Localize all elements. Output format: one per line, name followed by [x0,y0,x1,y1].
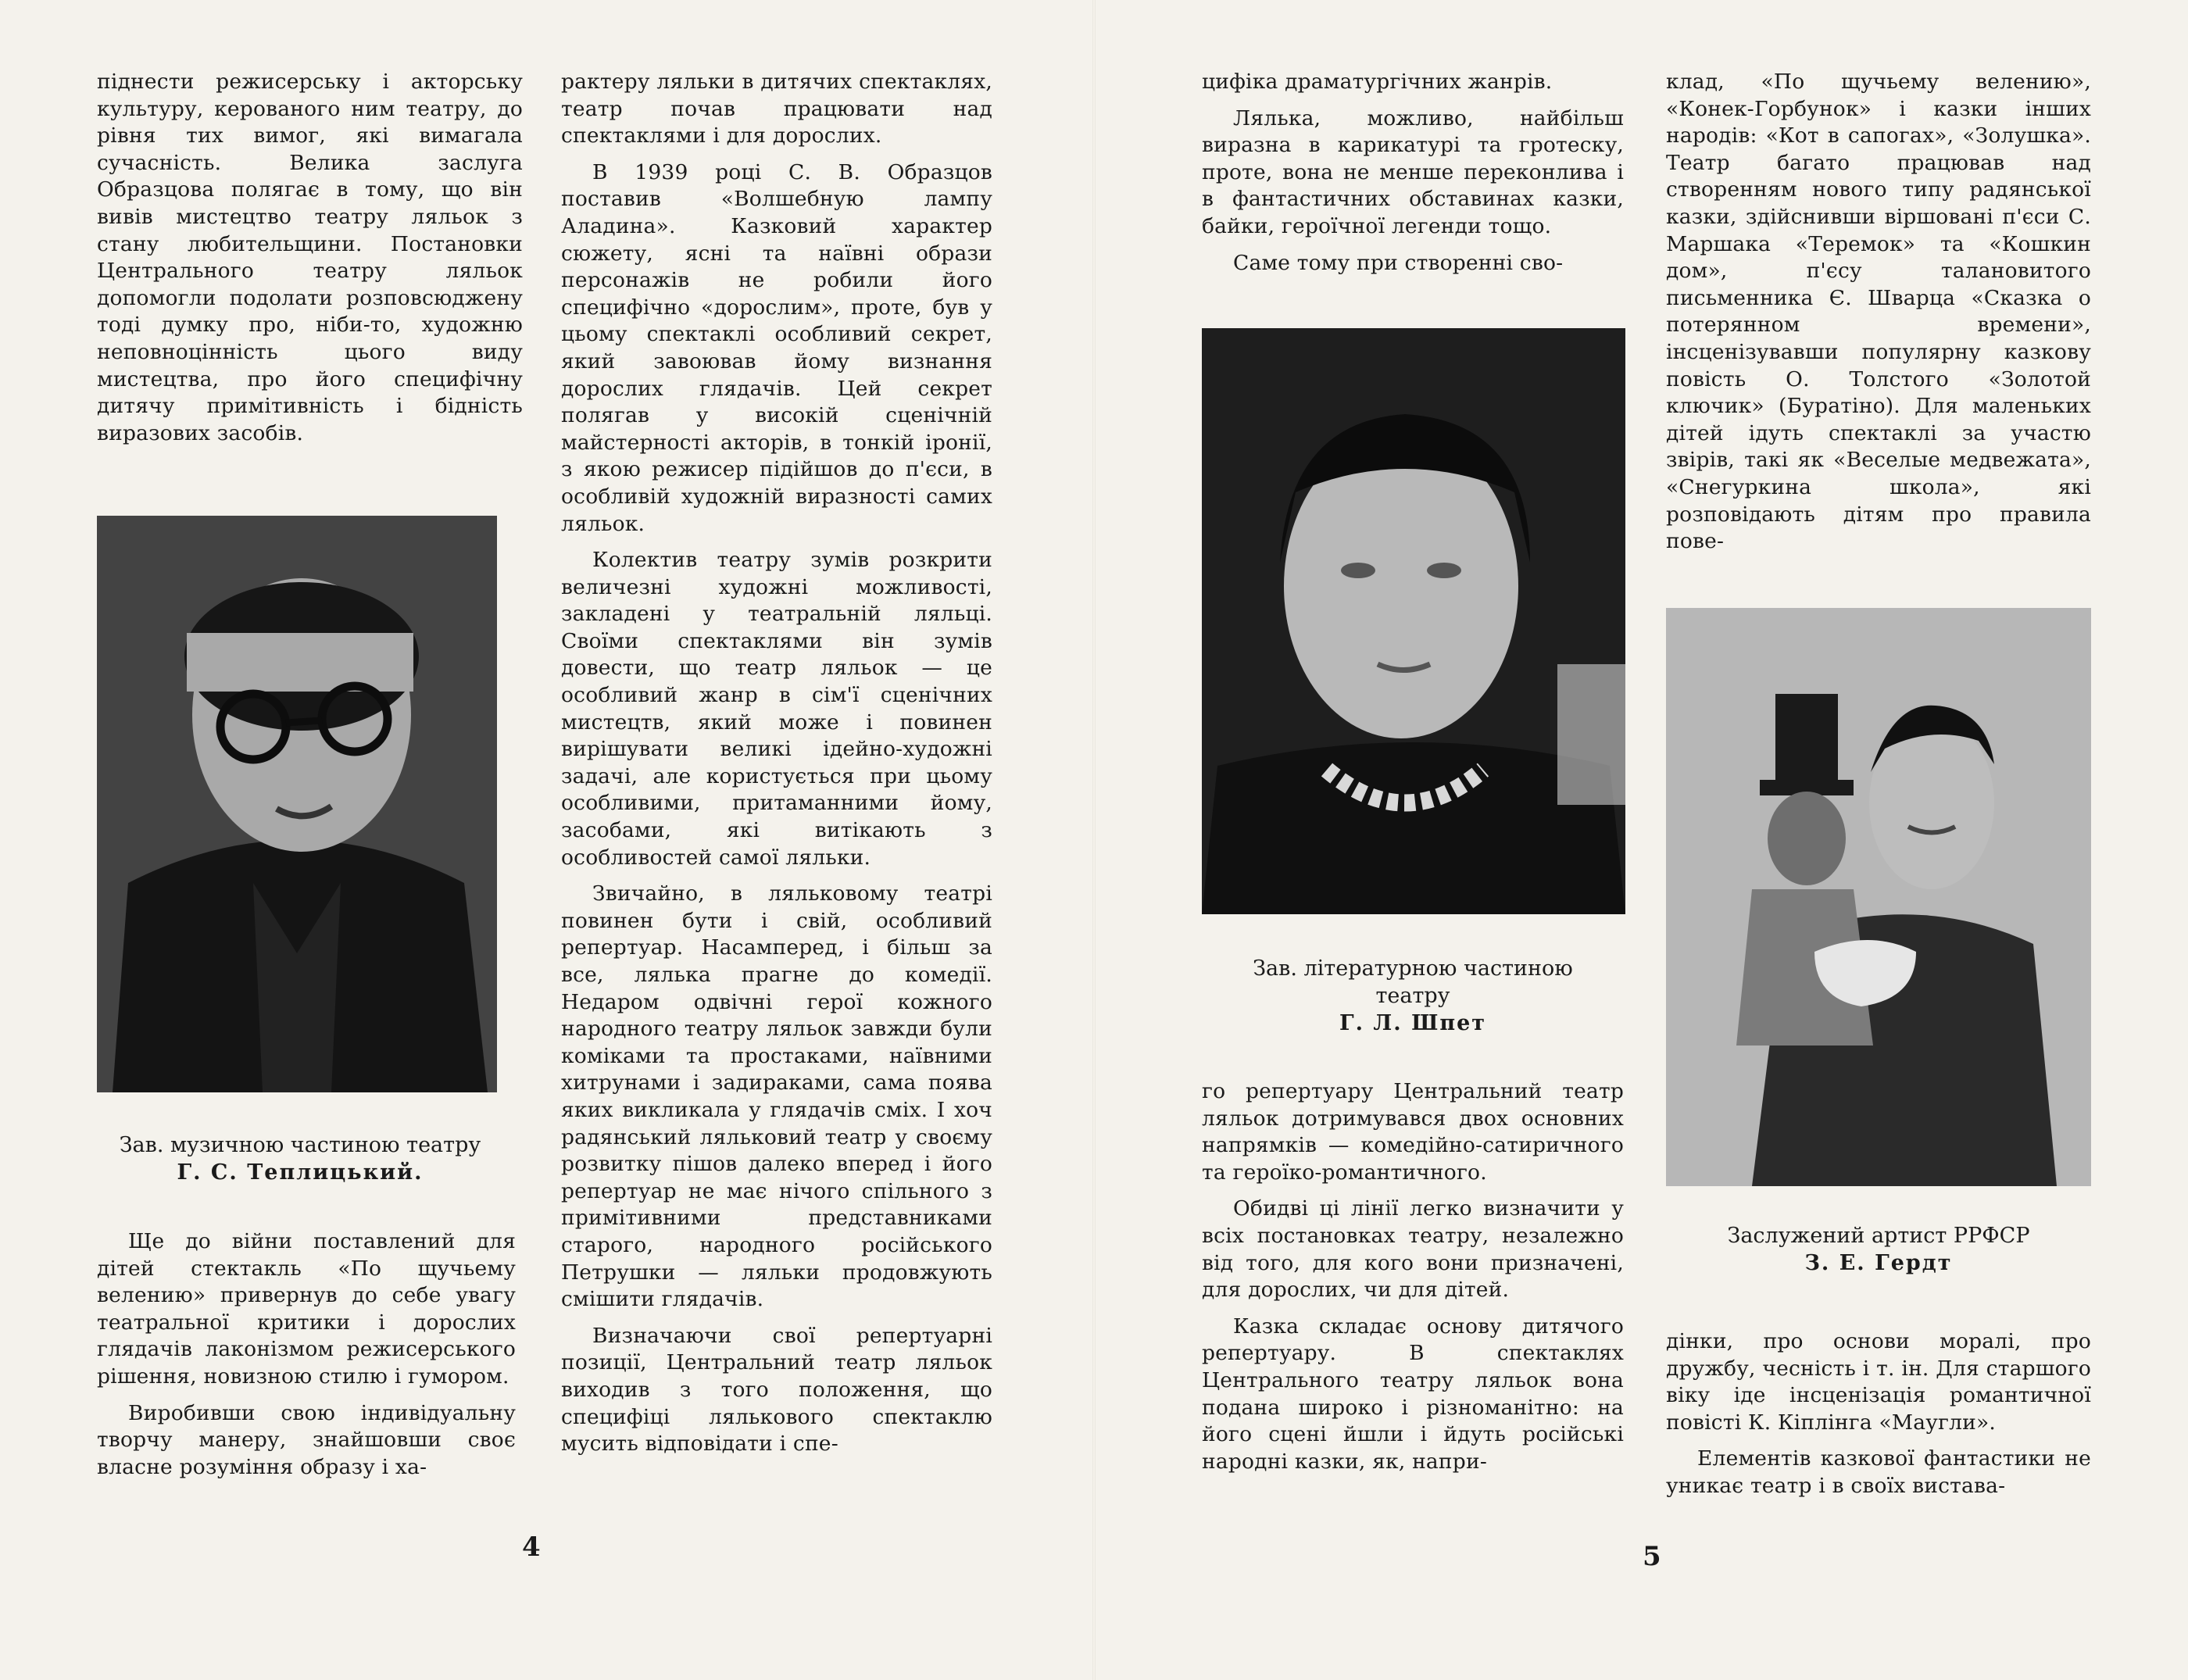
column-1-bottom-text [97,1228,516,1481]
paragraph: В 1939 році С. В. Образцов поставив «Волшебную лампу Аладина». Казковий характер сюжету, ясні та наївні образи персонажів не робили його специфічно «дорослим», проте, був у цьому спектаклі особливий секрет, який завоював йому визнання дорослих глядачів. Цей секрет полягав у високій сценічній майстерності акторів, в тонкій іронії, з якою режисер підійшов до п'єси, в особливій художній виразності самих ляльок. [561,159,992,536]
caption-role: Зав. літературною частиною [1253,956,1573,981]
photo-caption-shpet [1202,955,1624,1037]
paragraph: цифіка драматургічних жанрів. [1202,70,1553,94]
paragraph: клад, «По щучьему велению», «Конек-Горбунок» і казки інших народів: «Кот в сапогах», «Золушка». Театр багато працював над створенням нового типу радянської казки, здійснивши віршовані п'єси С. Маршака «Теремок» та «Кошкин дом», п'єсу талановитого письменника Є. Шварца «Сказка о потерянном времени», інсценізувавши популярну казкову повість О. Толстого «Золотой ключик» (Буратіно). Для маленьких дітей ідуть спектаклі за участю звірів, такі як «Веселые медвежата», «Снегуркина школа», які розповідають дітям про правила пове- [1666,70,2091,554]
photo-gerdt-with-puppet [1666,608,2091,1186]
column-3-bottom-text [1202,1078,1624,1475]
paragraph: Елементів казкової фантастики не уникає театр і в своїх вистава- [1666,1446,2091,1498]
photo-caption-gerdt [1666,1222,2091,1277]
paragraph: Звичайно, в ляльковому театрі повинен бути і свій, особливий репертуар. Насамперед, і більш за все, лялька прагне до комедії. Недаром одвічні герої кожного народного театру ляльок завжди були коміками та простаками, наївними хитрунами і задираками, сама поява яких викликала у глядачів сміх. І хоч радянський ляльковий театр у своєму розвитку пішов далеко вперед і його репертуар не має нічого спільного з примітивними представниками старого, народного російського Петрушки — ляльки продовжують смішити глядачів. [561,881,992,1312]
caption-role-continued: театру [1375,984,1450,1008]
caption-person-name: З. Е. Гердт [1804,1251,1953,1275]
right-page [1094,0,2188,1680]
photo-caption-teplitsky [97,1131,503,1186]
paragraph: піднести режисерську і акторську культуру, керованого ним театру, до рівня тих вимог, які вимагала сучасність. Велика заслуга Образцова полягає в тому, що він вивів мистецтво театру ляльок з стану любительщини. Постановки Центрального театру ляльок допомогли подолати розповсюджену тоді думку про, ніби-то, художню неповноцінність цього виду мистецтва, про його специфічну дитячу примітивність і бідність виразових засобів. [97,70,523,445]
paragraph: Визначаючи свої репертуарні позиції, Центральний театр ляльок виходив з того положення, що специфіці лялькового спектаклю мусить відповідати і спе- [561,1323,992,1457]
paragraph: Саме тому при створенні сво- [1233,250,1564,275]
paragraph: Виробивши свою індивідуальну творчу манеру, знайшовши своє власне розуміння образу і ха- [97,1400,516,1479]
paragraph: го репертуару Центральний театр ляльок дотримувався двох основних напрямків — комедійно-сатиричного та героїко-романтичного. [1202,1079,1624,1185]
caption-person-name: Г. С. Теплицький. [177,1160,424,1185]
paragraph: Обидві ці лінії легко визначити у всіх постановках театру, незалежно від того, для кого вони призначені, для дорослих, чи для дітей. [1202,1196,1624,1303]
column-4-top-text [1666,69,2091,556]
caption-role: Зав. музичною частиною театру [119,1133,481,1157]
paragraph: рактеру ляльки в дитячих спектаклях, театр почав працювати над спектаклями і для дорослих. [561,70,992,148]
column-2-text [561,69,992,1458]
caption-role: Заслужений артист РРФСР [1727,1224,2030,1248]
paragraph: Колектив театру зумів розкрити величезні художні можливості, закладені у театральній ляльці. Своїми спектаклями він зумів довести, що театр ляльок — це особливий жанр в сім'ї сценічних мистецтв, який може і повинен вирішувати великі ідейно-художні задачі, але користується при цьому особливими, притаманними йому, засобами, які витікають з особливостей самої ляльки. [561,548,992,870]
page-number-right: 5 [1643,1541,1661,1572]
man-with-puppet-icon [1666,608,2091,1186]
portrait-photo-shpet [1202,328,1625,914]
paragraph: Ще до війни поставлений для дітей стектакль «По щучьему велению» привернув до себе увагу театральної критики і дорослих глядачів лаконізмом режисерського рішення, новизною стилю і гумором. [97,1229,516,1389]
paragraph: дінки, про основи моралі, про дружбу, чесність і т. ін. Для старшого віку іде інсценізація романтичної повісті К. Кіплінга «Маугли». [1666,1329,2091,1435]
paragraph: Лялька, можливо, найбільш виразна в карикатурі та гротеску, проте, вона не менше переконлива і в фантастичних обставинах казки, байки, героїчної легенди тощо. [1202,105,1624,238]
page-number-left: 4 [522,1532,541,1563]
portrait-woman-necklace-icon [1202,328,1625,914]
column-3-top-text [1202,69,1624,277]
portrait-photo-teplitsky [97,516,497,1092]
column-4-bottom-text [1666,1328,2091,1500]
column-1-top-text [97,69,523,447]
portrait-man-glasses-icon [97,516,497,1092]
paragraph: Казка складає основу дитячого репертуару. В спектаклях Центрального театру ляльок вона подана широко і різноманітно: на його сцені йшли і йдуть російські народні казки, як, напри- [1202,1314,1624,1474]
caption-person-name: Г. Л. Шпет [1339,1011,1487,1035]
